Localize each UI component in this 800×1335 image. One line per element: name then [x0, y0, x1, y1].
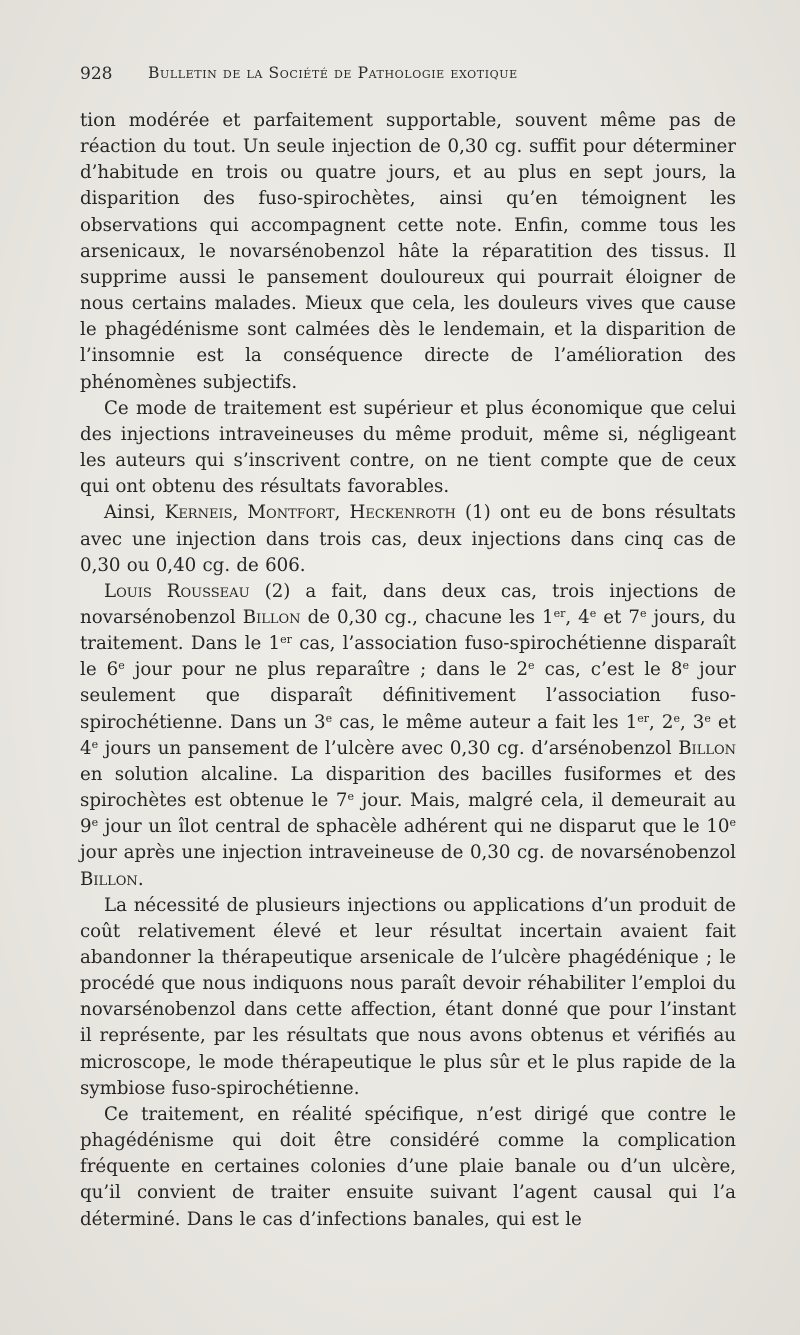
text-run: cas, c’est le 8: [534, 659, 683, 681]
paragraph-4: [80, 579, 736, 893]
superscript: e: [704, 711, 711, 725]
text-run: cas, l’association fuso-spirochétienne disparaît le 6: [80, 633, 736, 681]
superscript: e: [118, 659, 125, 673]
paragraph-6: Ce traitement, en réalité spécifique, n’est dirigé que contre le phagédénisme qui doit être considéré comme la complication fréquente en certaines colonies d’une plaie banale ou d’un ulcère, qu’il convient de traiter ensuite suivant l’agent causal qui l’a déterminé. Dans le cas d’infections banales, qui est le: [80, 1103, 736, 1230]
superscript: er: [553, 606, 566, 620]
superscript: e: [729, 816, 736, 830]
superscript: e: [91, 737, 99, 751]
text-run: jour. Mais, malgré cela, il demeurait au 9: [80, 790, 736, 838]
paragraph-5: La nécessité de plusieurs injections ou applications d’un produit de coût relativement élevé et leur résultat incertain avaient fait abandonner la thérapeutique arsenicale de l’ulcère phagédénique ; le procédé que nous indiquons nous paraît devoir réhabiliter l’emploi du novarsénobenzol dans cette affection, étant donné que pour l’instant il représente, par les résultats que nous avons obtenus et vérifiés au microscope, le mode thérapeutique le plus sûr et le plus rapide de la symbiose fuso-spirochétienne.: [80, 894, 736, 1099]
text-run: , 2: [649, 711, 674, 733]
text-run: , 4: [565, 606, 590, 628]
text-run: jour après une injection intraveineuse de 0,30 cg. de novarsénobenzol: [80, 842, 736, 864]
paragraph-2: Ce mode de traitement est supérieur et plus économique que celui des injections intraveineuses du même produit, même si, négligeant les auteurs qui s’inscrivent contre, on ne tient compte que de ceux qui ont obtenu des résultats favorables.: [80, 397, 736, 498]
author-name: Louis Rousseau: [104, 580, 250, 602]
text-run: jour pour ne plus reparaître ; dans le 2: [124, 659, 529, 681]
text-run: et 4: [80, 711, 737, 759]
superscript: e: [325, 711, 333, 725]
billon-name: Billon: [678, 737, 736, 759]
paragraph-3: [80, 500, 736, 578]
superscript: e: [673, 711, 680, 725]
text-run: cas, le même auteur a fait les 1: [332, 711, 638, 733]
text-run: jours, du traitement. Dans le 1: [80, 606, 736, 655]
billon-name: Billon: [80, 868, 138, 890]
text-run: Ainsi,: [104, 502, 165, 524]
running-title: Bulletin de la Société de Pathologie exotique: [148, 64, 518, 82]
superscript: e: [682, 659, 689, 673]
text-run: (1) ont eu de bons résultats avec une injection dans trois cas, deux injections dans cinq cas de 0,30 ou 0,40 cg. de 606.: [80, 502, 737, 576]
page-header: [62, 62, 742, 92]
page-number: 928: [80, 64, 113, 84]
text-run: de 0,30 cg., chacune les 1: [300, 606, 554, 628]
author-names: Kerneis, Montfort, Heckenroth: [164, 502, 456, 524]
superscript: e: [91, 816, 99, 830]
text-run: jour seulement que disparaît définitivement l’association fuso-spirochétienne. Dans un 3: [80, 659, 737, 733]
text-run: .: [137, 868, 144, 890]
billon-name: Billon: [242, 606, 301, 628]
superscript: e: [528, 659, 535, 673]
text-run: (2) a fait, dans deux cas, trois injections de novarsénobenzol: [80, 580, 736, 628]
superscript: e: [639, 606, 647, 620]
superscript: e: [589, 606, 597, 620]
text-run: jour un îlot central de sphacèle adhérent qui ne disparut que le 10: [98, 816, 730, 838]
body-text: [80, 108, 736, 1233]
text-run: jours un pansement de l’ulcère avec 0,30 cg. d’arsénobenzol: [98, 737, 679, 759]
superscript: er: [637, 711, 650, 725]
text-run: et 7: [596, 606, 640, 628]
text-run: , 3: [679, 711, 705, 733]
superscript: e: [347, 790, 354, 804]
paragraph-1: tion modérée et parfaitement supportable, souvent même pas de réaction du tout. Un seule injection de 0,30 cg. suffit pour déterminer d’habitude en trois ou quatre jours, et au plus en sept jours, la disparition des fuso-spirochètes, ainsi qu’en témoignent les observations qui accompagnent cette note. Enfin, comme tous les arsenicaux, le novarsénobenzol hâte la réparatition des tissus. Il supprime aussi le pansement douloureux qui pourrait éloigner de nous certains malades. Mieux que cela, les douleurs vives que cause le phagédénisme sont calmées dès le lendemain, et la disparition de l’insomnie est la conséquence directe de l’amélioration des phénomènes subjectifs.: [80, 110, 736, 393]
superscript: er: [280, 633, 292, 647]
text-run: en solution alcaline. La disparition des bacilles fusiformes et des spirochètes est obtenue le 7: [80, 763, 736, 812]
